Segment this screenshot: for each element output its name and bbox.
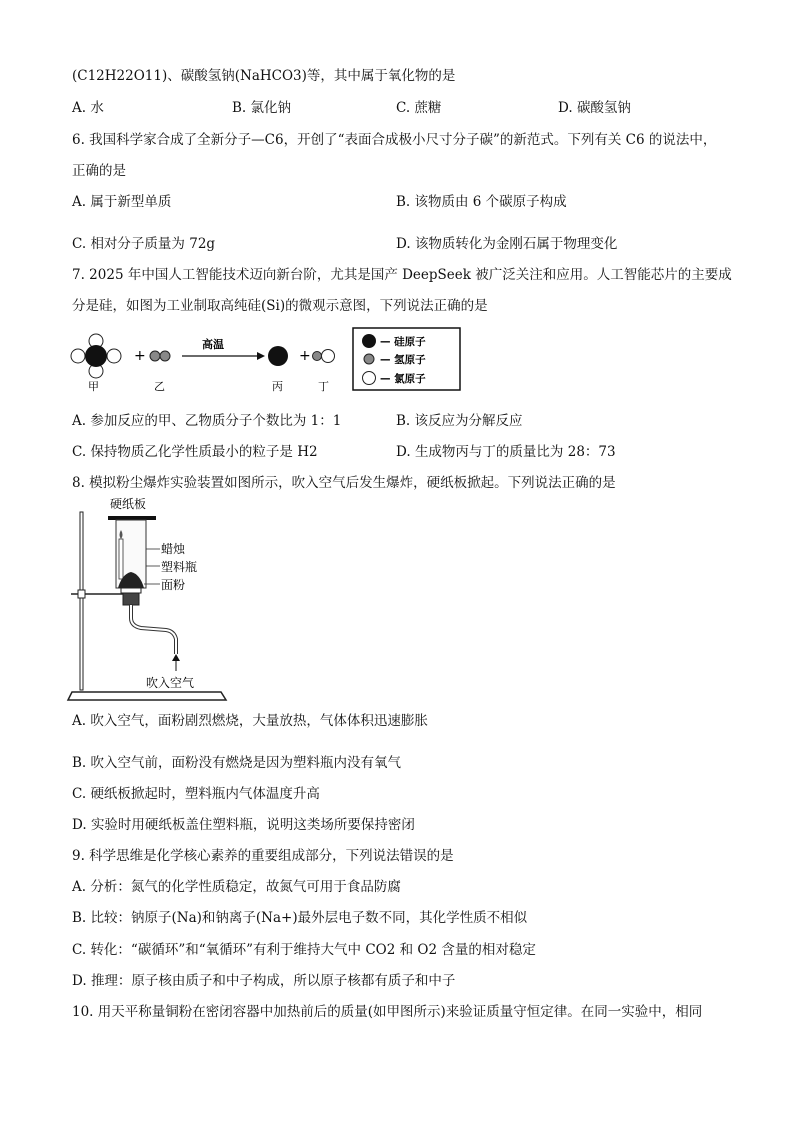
q8-option-d: D. 实验时用硬纸板盖住塑料瓶，说明这类场所要保持密闭 <box>72 817 415 833</box>
legend-h-label: — 氢原子 <box>380 354 426 366</box>
q5-option-c: C. 蔗糖 <box>396 100 442 116</box>
candle <box>119 539 123 579</box>
air-arrow-head <box>172 654 180 661</box>
q6-option-b: B. 该物质由 6 个碳原子构成 <box>396 194 567 210</box>
q9-stem-line1: 9. 科学思维是化学核心素养的重要组成部分，下列说法错误的是 <box>72 848 454 864</box>
label-candle: 蜡烛 <box>161 542 186 556</box>
label-yi: 乙 <box>154 380 165 393</box>
label-flour: 面粉 <box>161 578 186 592</box>
label-jia: 甲 <box>88 380 99 393</box>
label-bing: 丙 <box>272 380 283 393</box>
q7-stem-line1: 7. 2025 年中国人工智能技术迈向新台阶，尤其是国产 DeepSeek 被广泛关注和应用。人工智能芯片的主要成 <box>72 267 732 283</box>
q8-dust-explosion-apparatus <box>66 494 236 702</box>
q7-option-a: A. 参加反应的甲、乙物质分子个数比为 1：1 <box>72 413 342 429</box>
q6-stem-line1: 6. 我国科学家合成了全新分子—C6，开创了“表面合成极小尺寸分子碳”的新范式。下列有关 C6 的说法中， <box>72 132 717 148</box>
clamp-boss <box>78 590 85 598</box>
q8-option-c: C. 硬纸板掀起时，塑料瓶内气体温度升高 <box>72 786 320 802</box>
arrow-head <box>257 352 265 360</box>
bottle-cap-lower <box>123 593 139 605</box>
q5-option-b: B. 氯化钠 <box>232 100 292 116</box>
q7-option-d: D. 生成物丙与丁的质量比为 28：73 <box>396 444 616 460</box>
q9-option-c: C. 转化：“碳循环”和“氧循环”有利于维持大气中 CO2 和 O2 含量的相对稳定 <box>72 942 536 958</box>
q6-stem-line2: 正确的是 <box>72 163 126 179</box>
stand-base <box>68 692 226 700</box>
q7-reaction-diagram <box>62 326 472 394</box>
legend-cl-label: — 氯原子 <box>380 373 426 385</box>
molecule-jia <box>71 334 121 378</box>
molecule-yi <box>150 351 170 361</box>
q8-option-b: B. 吹入空气前，面粉没有燃烧是因为塑料瓶内没有氧气 <box>72 755 402 771</box>
q7-option-c: C. 保持物质乙化学性质最小的粒子是 H2 <box>72 444 318 460</box>
legend-si-icon <box>362 334 376 348</box>
q5-option-d: D. 碳酸氢钠 <box>558 100 631 116</box>
q9-option-a: A. 分析：氮气的化学性质稳定，故氮气可用于食品防腐 <box>72 879 401 895</box>
q10-stem-line1: 10. 用天平称量铜粉在密闭容器中加热前后的质量(如甲图所示)来验证质量守恒定律。在同一实验中，相同 <box>72 1004 703 1020</box>
legend-si-label: — 硅原子 <box>380 336 426 348</box>
molecule-ding <box>313 350 335 363</box>
reaction-condition: 高温 <box>202 338 224 351</box>
bottle-cap <box>121 588 141 593</box>
q8-option-a: A. 吹入空气，面粉剧烈燃烧，大量放热，气体体积迅速膨胀 <box>72 713 428 729</box>
label-ding: 丁 <box>318 380 329 393</box>
q5-stem-tail: (C12H22O11)、碳酸氢钠(NaHCO3)等，其中属于氧化物的是 <box>72 68 456 84</box>
q8-stem-line1: 8. 模拟粉尘爆炸实验装置如图所示，吹入空气后发生爆炸，硬纸板掀起。下列说法正确的是 <box>72 475 616 491</box>
plus-sign-2: + <box>299 348 311 364</box>
molecule-bing <box>268 346 288 366</box>
legend-h-icon <box>364 354 374 364</box>
q6-option-c: C. 相对分子质量为 72g <box>72 236 216 252</box>
q6-option-a: A. 属于新型单质 <box>72 194 172 210</box>
stand-rod <box>80 512 83 690</box>
q9-option-b: B. 比较：钠原子(Na)和钠离子(Na+)最外层电子数不同，其化学性质不相似 <box>72 910 528 926</box>
cardboard <box>108 516 156 520</box>
plus-sign-1: + <box>134 348 146 364</box>
q7-stem-line2: 分是硅，如图为工业制取高纯硅(Si)的微观示意图，下列说法正确的是 <box>72 298 488 314</box>
q7-option-b: B. 该反应为分解反应 <box>396 413 523 429</box>
label-air: 吹入空气 <box>146 676 195 690</box>
label-cardboard: 硬纸板 <box>110 497 147 511</box>
q9-option-d: D. 推理：原子核由质子和中子构成，所以原子核都有质子和中子 <box>72 973 456 989</box>
legend-cl-icon <box>363 372 376 385</box>
label-bottle: 塑料瓶 <box>161 560 198 574</box>
q6-option-d: D. 该物质转化为金刚石属于物理变化 <box>396 236 618 252</box>
q5-option-a: A. 水 <box>72 100 104 116</box>
